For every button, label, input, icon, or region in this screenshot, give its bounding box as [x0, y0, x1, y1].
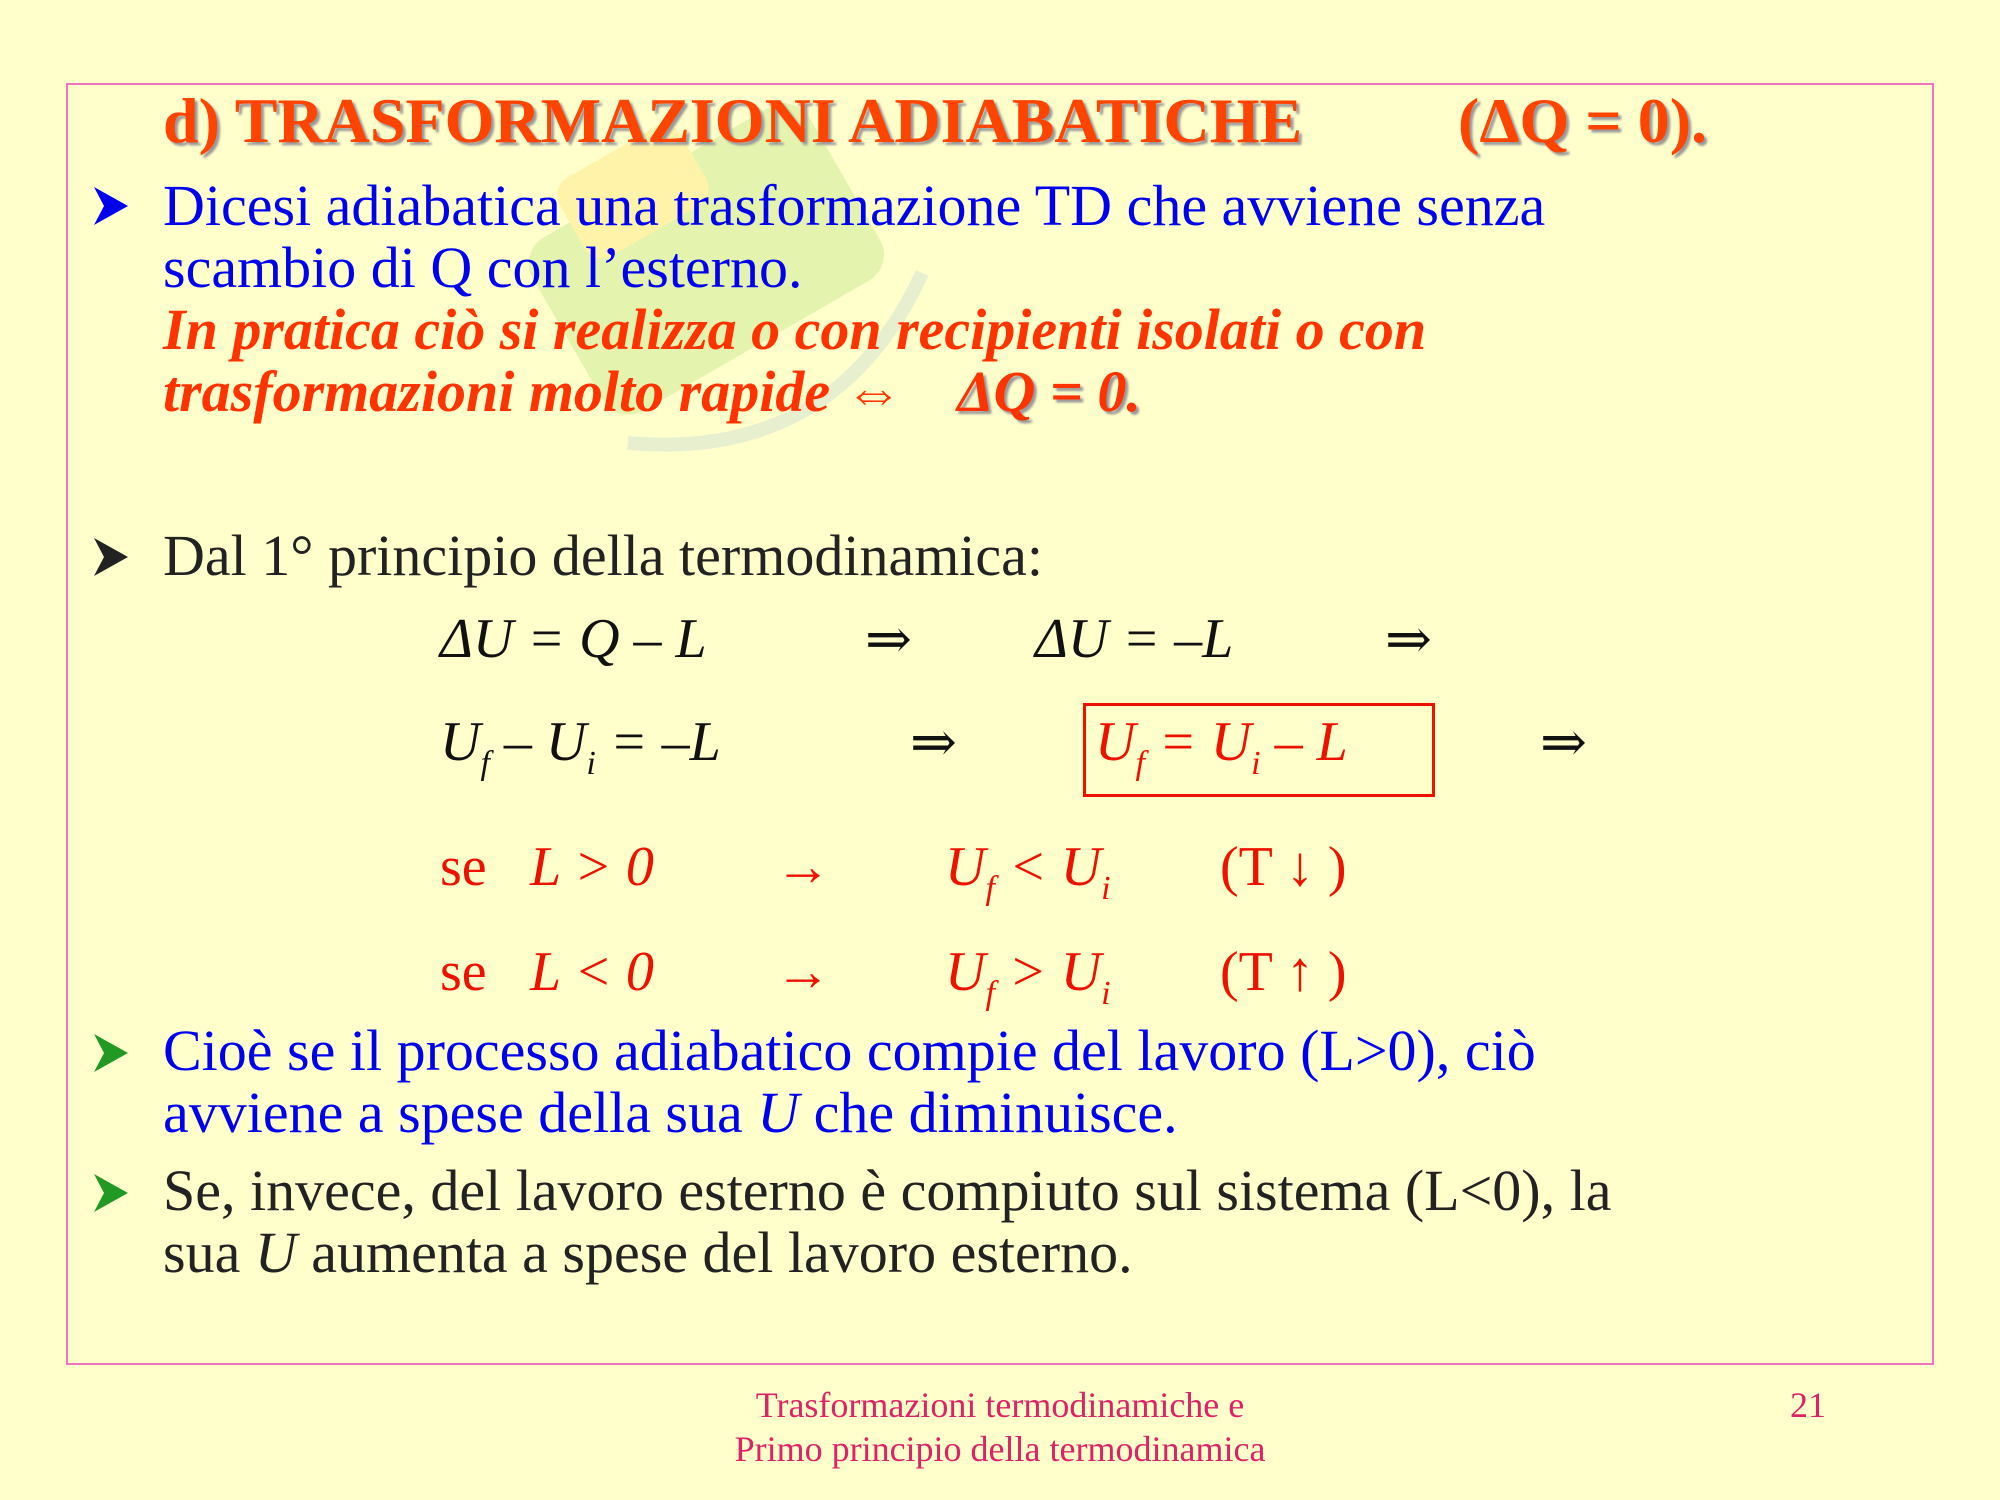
- eq-symbol: < U: [994, 836, 1102, 898]
- eq-subscript: f: [1135, 745, 1145, 782]
- implies-arrow: ⇒: [910, 712, 957, 774]
- bullet1-line3: In pratica ciò si realizza o con recipienti isolati o con: [163, 297, 1427, 362]
- arrow-bullet-icon: [90, 1170, 132, 1216]
- eq-symbol: > U: [994, 941, 1102, 1003]
- eq-row3-se: se: [440, 836, 487, 898]
- eq-symbol: – U: [489, 711, 587, 773]
- footer-line2: Primo principio della termodinamica: [734, 1429, 1266, 1469]
- eq-row4-result: [945, 940, 1111, 1013]
- eq-row4-cond: L < 0: [530, 941, 654, 1003]
- bullet4-text: aumenta a spese del lavoro esterno.: [296, 1220, 1133, 1285]
- implies-arrow: ⇒: [1385, 609, 1432, 671]
- title-condition: (ΔQ = 0).: [1458, 85, 1707, 156]
- bullet3-line2: [163, 1082, 1178, 1144]
- bullet4-line1: Se, invece, del lavoro esterno è compiuto sul sistema (L<0), la: [163, 1158, 1612, 1223]
- slide-footer: [600, 1383, 1400, 1471]
- eq-symbol: U: [440, 711, 481, 773]
- eq-subscript: f: [480, 745, 490, 782]
- bullet4-text: sua: [163, 1220, 255, 1285]
- footer-line1: Trasformazioni termodinamiche e: [755, 1385, 1245, 1425]
- bullet2-text: Dal 1° principio della termodinamica:: [163, 523, 1044, 588]
- delta-q-zero: ΔQ = 0.: [957, 359, 1141, 424]
- eq-row2-left: [440, 710, 721, 783]
- eq-subscript: f: [985, 870, 995, 907]
- eq-row1-mid: ΔU = –L: [1035, 608, 1234, 670]
- eq-row3-cond: L > 0: [530, 836, 654, 898]
- page-number: 21: [1790, 1385, 1826, 1425]
- eq-symbol: = –L: [595, 711, 721, 773]
- eq-row4-temp: (T ↑ ): [1220, 941, 1347, 1003]
- right-arrow: →: [775, 836, 831, 898]
- eq-row1-left: ΔU = Q – L: [440, 608, 707, 670]
- right-arrow: →: [775, 941, 831, 1003]
- eq-subscript: f: [985, 975, 995, 1012]
- bullet4-u: U: [254, 1220, 297, 1285]
- eq-subscript: i: [1251, 745, 1261, 782]
- arrow-bullet-icon: [90, 534, 132, 580]
- bullet1-line2: scambio di Q con l’esterno.: [163, 235, 803, 300]
- eq-subscript: i: [586, 745, 596, 782]
- arrow-bullet-icon: [90, 1030, 132, 1076]
- arrow-bullet-icon: [90, 183, 132, 229]
- bullet4-line2: [163, 1222, 1133, 1284]
- eq-row4-se: se: [440, 941, 487, 1003]
- eq-symbol: – L: [1260, 711, 1348, 773]
- bullet1-line1: Dicesi adiabatica una trasformazione TD che avviene senza: [163, 173, 1546, 238]
- eq-symbol: U: [945, 941, 986, 1003]
- implies-arrow: ⇒: [865, 609, 912, 671]
- bullet3-text: che diminuisce.: [799, 1080, 1178, 1145]
- implies-arrow: ⇒: [1540, 712, 1587, 774]
- eq-symbol: = U: [1144, 711, 1252, 773]
- bullet3-u: U: [757, 1080, 800, 1145]
- eq-subscript: i: [1101, 975, 1111, 1012]
- slide-title: [163, 84, 1707, 158]
- bullet1-line4-text: trasformazioni molto rapide ⇔: [163, 359, 903, 424]
- bullet1-line4: [163, 361, 1141, 423]
- eq-symbol: U: [1095, 711, 1136, 773]
- eq-row2-boxed: [1095, 710, 1348, 783]
- eq-symbol: U: [945, 836, 986, 898]
- eq-row3-result: [945, 835, 1111, 908]
- bullet3-line1: Cioè se il processo adiabatico compie del lavoro (L>0), ciò: [163, 1018, 1536, 1083]
- eq-subscript: i: [1101, 870, 1111, 907]
- bullet3-text: avviene a spese della sua: [163, 1080, 758, 1145]
- eq-row3-temp: (T ↓ ): [1220, 836, 1347, 898]
- title-text: d) TRASFORMAZIONI ADIABATICHE: [163, 85, 1303, 156]
